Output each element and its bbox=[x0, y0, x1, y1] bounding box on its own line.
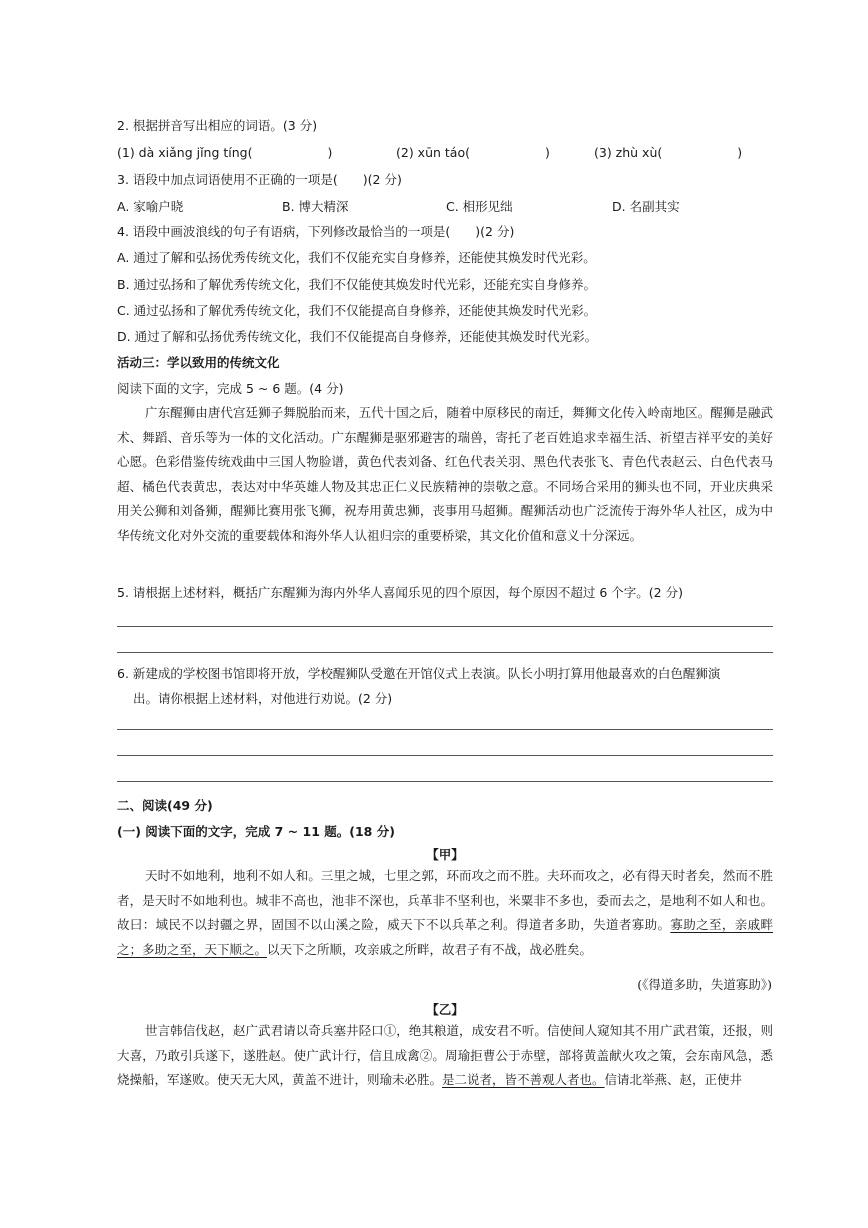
section2-part1-title: (一) 阅读下面的文字，完成 7 ~ 11 题。(18 分) bbox=[117, 824, 395, 839]
q3-option-a: A. 家喻户晓 bbox=[117, 199, 184, 214]
activity3-passage-text: 广东醒狮由唐代宫廷狮子舞脱胎而来，五代十国之后，随着中原移民的南迁，舞狮文化传入岭南地区。醒狮是融武术、舞蹈、音乐等为一体的文化活动。广东醒狮是驱邪避害的瑞兽，寄托了老百姓追求幸福生活、祈望吉祥平安的美好心愿。色彩借鉴传统戏曲中三国人物脸谱，黄色代表刘备、红色代表关羽、黑色代表张飞、青色代表赵云、白色代表马超、橘色代表黄忠，表达对中华英雄人物及其忠正仁义民族精神的崇敬之意。不同场合采用的狮头也不同，开业庆典采用关公狮和刘备狮，醒狮比赛用张飞狮，祝寿用黄忠狮，丧事用马超狮。醒狮活动也广泛流传于海外华人社区，成为中华传统文化对外交流的重要载体和海外华人认祖归宗的重要桥梁，其文化价值和意义十分深远。 bbox=[117, 405, 773, 543]
jia-passage bbox=[117, 864, 773, 962]
q3-stem: 3. 语段中加点词语使用不正确的一项是( )(2 分) bbox=[117, 172, 402, 187]
q4-option-b: B. 通过弘扬和了解优秀传统文化，我们不仅能使其焕发时代光彩，还能充实自身修养。 bbox=[117, 277, 597, 292]
yi-text: 世言韩信伐赵，赵广武君请以奇兵塞井陉口①，绝其粮道，成安君不听。信使间人窥知其不用广武君策，还报，则大喜，乃敢引兵遂下，遂胜赵。使广武计行，信且成禽②。周瑜拒曹公于赤壁，部将黄盖献火攻之策，会东南风急，悉烧操船，军遂败。使天无大风，黄盖不进计，则瑜未必胜。 bbox=[117, 1023, 773, 1088]
jia-underlined-text: 寡助之至，亲戚畔之；多助之至，天下顺之。 bbox=[117, 917, 773, 957]
q6-stem-line-1: 6. 新建成的学校图书馆即将开放，学校醒狮队受邀在开馆仪式上表演。队长小明打算用他最喜欢的白色醒狮演 bbox=[117, 666, 721, 681]
q6-answer-line-3[interactable] bbox=[117, 781, 773, 782]
q5-answer-line-2[interactable] bbox=[117, 652, 773, 653]
jia-source: (《得道多助，失道寡助》) bbox=[637, 977, 772, 992]
jia-text-tail: 以天下之所顺，攻亲戚之所畔，故君子有不战，战必胜矣。 bbox=[267, 941, 593, 957]
q2-stem: 2. 根据拼音写出相应的词语。(3 分) bbox=[117, 118, 318, 133]
section2-title: 二、阅读(49 分) bbox=[117, 798, 213, 813]
q3-option-c: C. 相形见绌 bbox=[446, 199, 513, 214]
q2-item-3: (3) zhù xù( ) bbox=[594, 145, 743, 160]
q6-stem-line-2: 出。请你根据上述材料，对他进行劝说。(2 分) bbox=[133, 691, 393, 706]
activity3-title: 活动三：学以致用的传统文化 bbox=[117, 355, 280, 370]
yi-text-tail: 信请北举燕、赵，正使井 bbox=[604, 1072, 743, 1088]
q4-option-d: D. 通过了解和弘扬优秀传统文化，我们不仅能提高自身修养，还能使其焕发时代光彩。 bbox=[117, 329, 598, 344]
yi-underlined-text: 是二说者，皆不善观人者也。 bbox=[442, 1072, 605, 1088]
q3-option-b: B. 博大精深 bbox=[282, 199, 349, 214]
q4-stem: 4. 语段中画波浪线的句子有语病，下列修改最恰当的一项是( )(2 分) bbox=[117, 224, 515, 239]
q4-option-c: C. 通过弘扬和了解优秀传统文化，我们不仅能提高自身修养，还能使其焕发时代光彩。 bbox=[117, 303, 597, 318]
activity3-instruction: 阅读下面的文字，完成 5 ~ 6 题。(4 分) bbox=[117, 381, 344, 396]
yi-passage bbox=[117, 1019, 773, 1093]
q6-answer-line-2[interactable] bbox=[117, 755, 773, 756]
q5-stem: 5. 请根据上述材料，概括广东醒狮为海内外华人喜闻乐见的四个原因，每个原因不超过 6 个字。(2 分) bbox=[117, 585, 683, 600]
q4-option-a: A. 通过了解和弘扬优秀传统文化，我们不仅能充实自身修养，还能使其焕发时代光彩。 bbox=[117, 250, 596, 265]
q2-item-1: (1) dà xiǎng jǐng tíng( ) bbox=[117, 145, 333, 160]
q3-option-d: D. 名副其实 bbox=[612, 199, 680, 214]
activity3-passage bbox=[117, 401, 773, 549]
q5-answer-line-1[interactable] bbox=[117, 626, 773, 627]
jia-text: 天时不如地利，地利不如人和。三里之城，七里之郭，环而攻之而不胜。夫环而攻之，必有得天时者矣，然而不胜者，是天时不如地利也。城非不高也，池非不深也，兵革非不坚利也，米粟非不多也，委而去之，是地利不如人和也。故曰：域民不以封疆之界，固国不以山溪之险，威天下不以兵革之利。得道者多助，失道者寡助。 bbox=[117, 868, 773, 933]
q2-item-2: (2) xūn táo( ) bbox=[396, 145, 550, 160]
yi-label: 【乙】 bbox=[426, 1002, 464, 1017]
jia-label: 【甲】 bbox=[426, 847, 464, 862]
q6-answer-line-1[interactable] bbox=[117, 729, 773, 730]
